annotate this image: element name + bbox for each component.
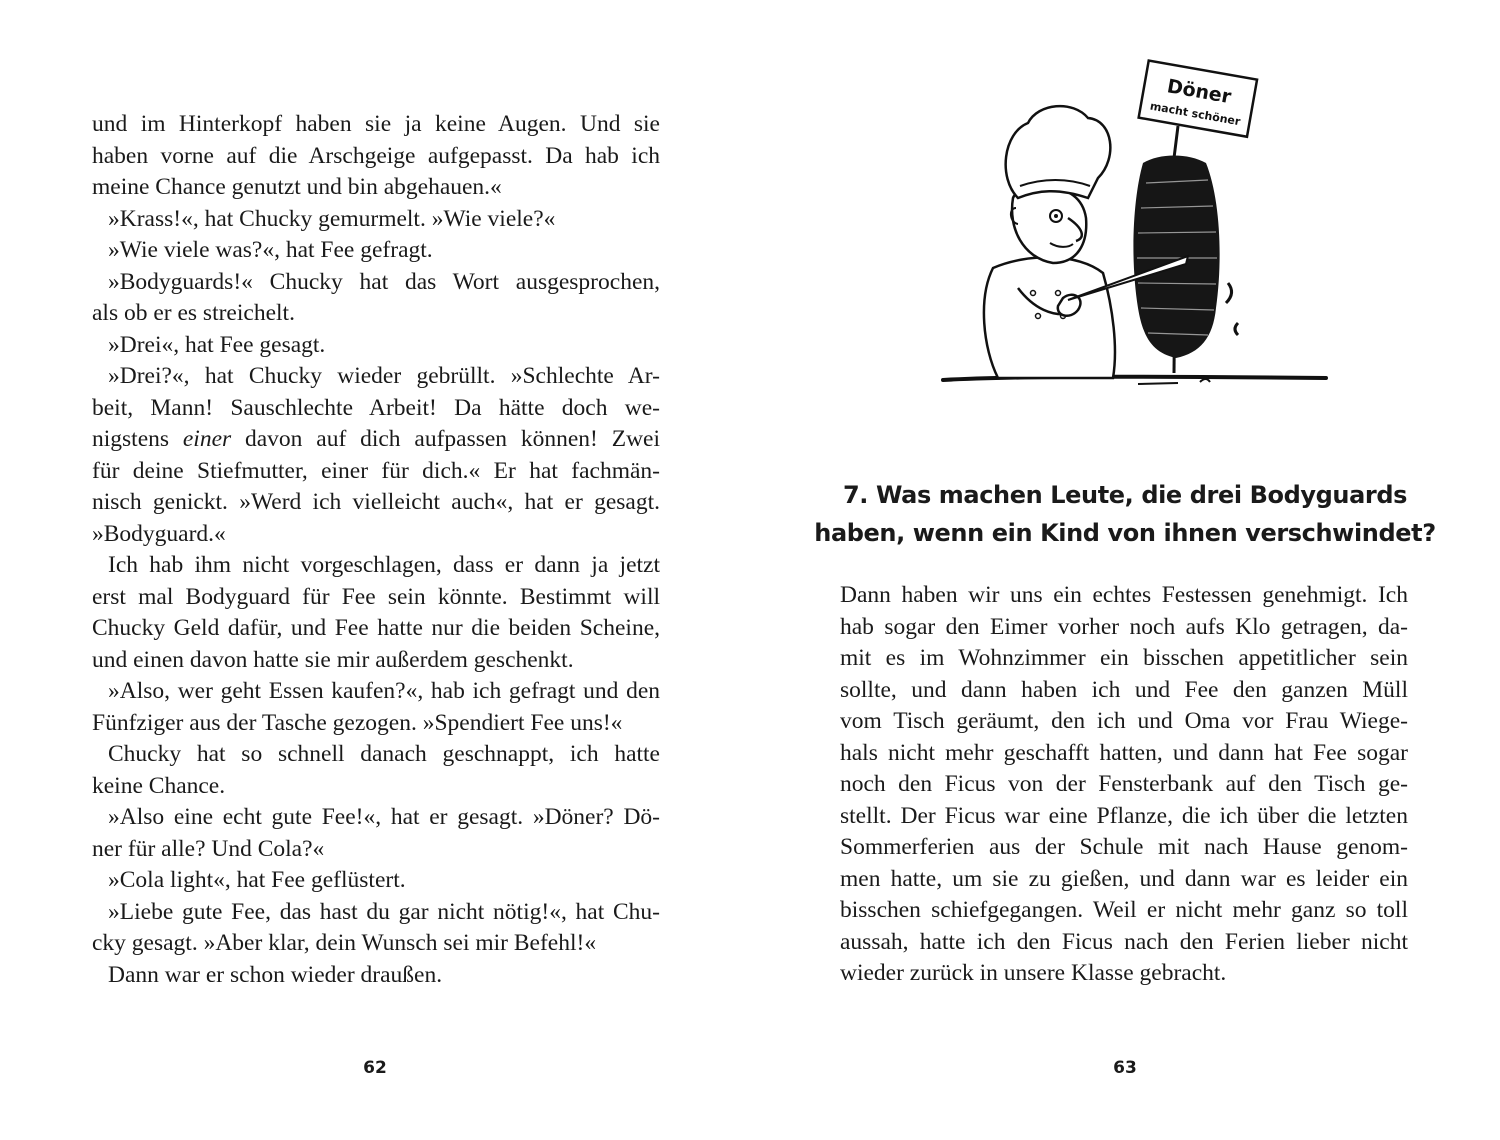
page-number [0, 1058, 750, 1078]
chapter-title-line: haben, wenn ein Kind von ihnen verschwindet? [814, 519, 1436, 547]
text-line: »Also, wer geht Essen kaufen?«, hab ich gefragt und den [108, 678, 660, 704]
text-line: »Drei?«, hat Chucky wieder gebrüllt. »Schlechte Ar- [108, 363, 660, 389]
text-line: bisschen schiefgegangen. Weil er nicht mehr ganz so toll [840, 897, 1408, 923]
text-line: hab sogar den Eimer vorher noch aufs Klo getragen, da- [840, 613, 1408, 640]
text-line: stellt. Der Ficus war eine Pflanze, die ich über die letzten [840, 802, 1408, 829]
text-run: davon auf dich aufpassen können! Zwei [231, 426, 660, 452]
text-line: »Drei«, hat Fee gesagt. [108, 331, 326, 358]
text-line: cky gesagt. »Aber klar, dein Wunsch sei mir Befehl!« [92, 930, 597, 956]
text-line: und im Hinterkopf haben sie ja keine Augen. Und sie [92, 111, 660, 137]
text-line: meine Chance genutzt und bin abgehauen.« [92, 174, 502, 200]
chapter-title [810, 476, 1440, 552]
text-line: Ich hab ihm nicht vorgeschlagen, dass er dann ja jetzt [108, 552, 660, 578]
text-line: »Bodyguards!« Chucky hat das Wort ausgesprochen, [108, 268, 660, 295]
text-line: »Liebe gute Fee, das hast du gar nicht nötig!«, hat Chu- [108, 898, 660, 925]
text-line: nisch genickt. »Werd ich vielleicht auch«, hat er gesagt. [92, 489, 660, 515]
text-line: und einen davon hatte sie mir außerdem geschenkt. [92, 646, 574, 673]
text-line: haben vorne auf die Arschgeige aufgepasst. Da hab ich [92, 142, 660, 169]
text-line: beit, Mann! Sauschlechte Arbeit! Da hätte doch we- [92, 394, 660, 421]
text-line: für deine Stiefmutter, einer für dich.« Er hat fachmän- [92, 457, 660, 484]
text-line: »Wie viele was?«, hat Fee gefragt. [108, 237, 433, 263]
text-line: Fünfziger aus der Tasche gezogen. »Spendiert Fee uns!« [92, 709, 623, 736]
page-number-text: 63 [1113, 1058, 1137, 1078]
page-number-text: 62 [363, 1058, 387, 1078]
text-line: »Cola light«, hat Fee geflüstert. [108, 867, 406, 893]
text-line: als ob er es streichelt. [92, 300, 295, 326]
text-line: »Also eine echt gute Fee!«, hat er gesagt. »Döner? Dö- [108, 804, 660, 830]
text-line: noch den Ficus von der Fensterbank auf den Tisch ge- [840, 771, 1408, 797]
text-line-with-italic [92, 424, 660, 456]
text-line: »Krass!«, hat Chucky gemurmelt. »Wie viele?« [108, 205, 556, 232]
text-line: erst mal Bodyguard für Fee sein könnte. Bestimmt will [92, 583, 660, 610]
page-number [750, 1058, 1500, 1078]
text-line: Dann haben wir uns ein echtes Festessen genehmigt. Ich [840, 582, 1408, 608]
right-page-text [840, 580, 1408, 990]
text-line: mit es im Wohnzimmer ein bisschen appetitlicher sein [840, 645, 1408, 671]
text-line: Chucky hat so schnell danach geschnappt, ich hatte [108, 741, 660, 767]
text-line: men hatte, um sie zu gießen, und dann war es leider ein [840, 865, 1408, 892]
sign-line-1: Döner [1165, 75, 1233, 109]
text-line: vom Tisch geräumt, den ich und Oma vor Frau Wiege- [840, 708, 1408, 734]
sign-line-2: macht schöner [1148, 99, 1242, 129]
text-line: sollte, und dann haben ich und Fee den ganzen Müll [840, 676, 1408, 703]
text-line: Chucky Geld dafür, und Fee hatte nur die beiden Scheine, [92, 615, 660, 641]
text-line: Dann war er schon wieder draußen. [108, 961, 443, 988]
text-line: Sommerferien aus der Schule mit nach Hause genom- [840, 834, 1408, 860]
text-line: keine Chance. [92, 772, 226, 799]
chapter-title-line: 7. Was machen Leute, die drei Bodyguards [842, 481, 1408, 509]
text-line: »Bodyguard.« [92, 520, 226, 547]
left-page-text [92, 109, 660, 991]
text-line: ner für alle? Und Cola?« [92, 835, 325, 862]
italic-word: einer [182, 426, 232, 452]
text-line: hals nicht mehr geschafft hatten, und dann hat Fee sogar [840, 739, 1408, 766]
text-line: wieder zurück in unsere Klasse gebracht. [840, 960, 1227, 986]
doner-chef-illustration [938, 58, 1338, 403]
right-page [750, 0, 1500, 1140]
text-run: nigstens [92, 426, 183, 452]
text-line: aussah, hatte ich den Ficus nach den Ferien lieber nicht [840, 928, 1408, 955]
